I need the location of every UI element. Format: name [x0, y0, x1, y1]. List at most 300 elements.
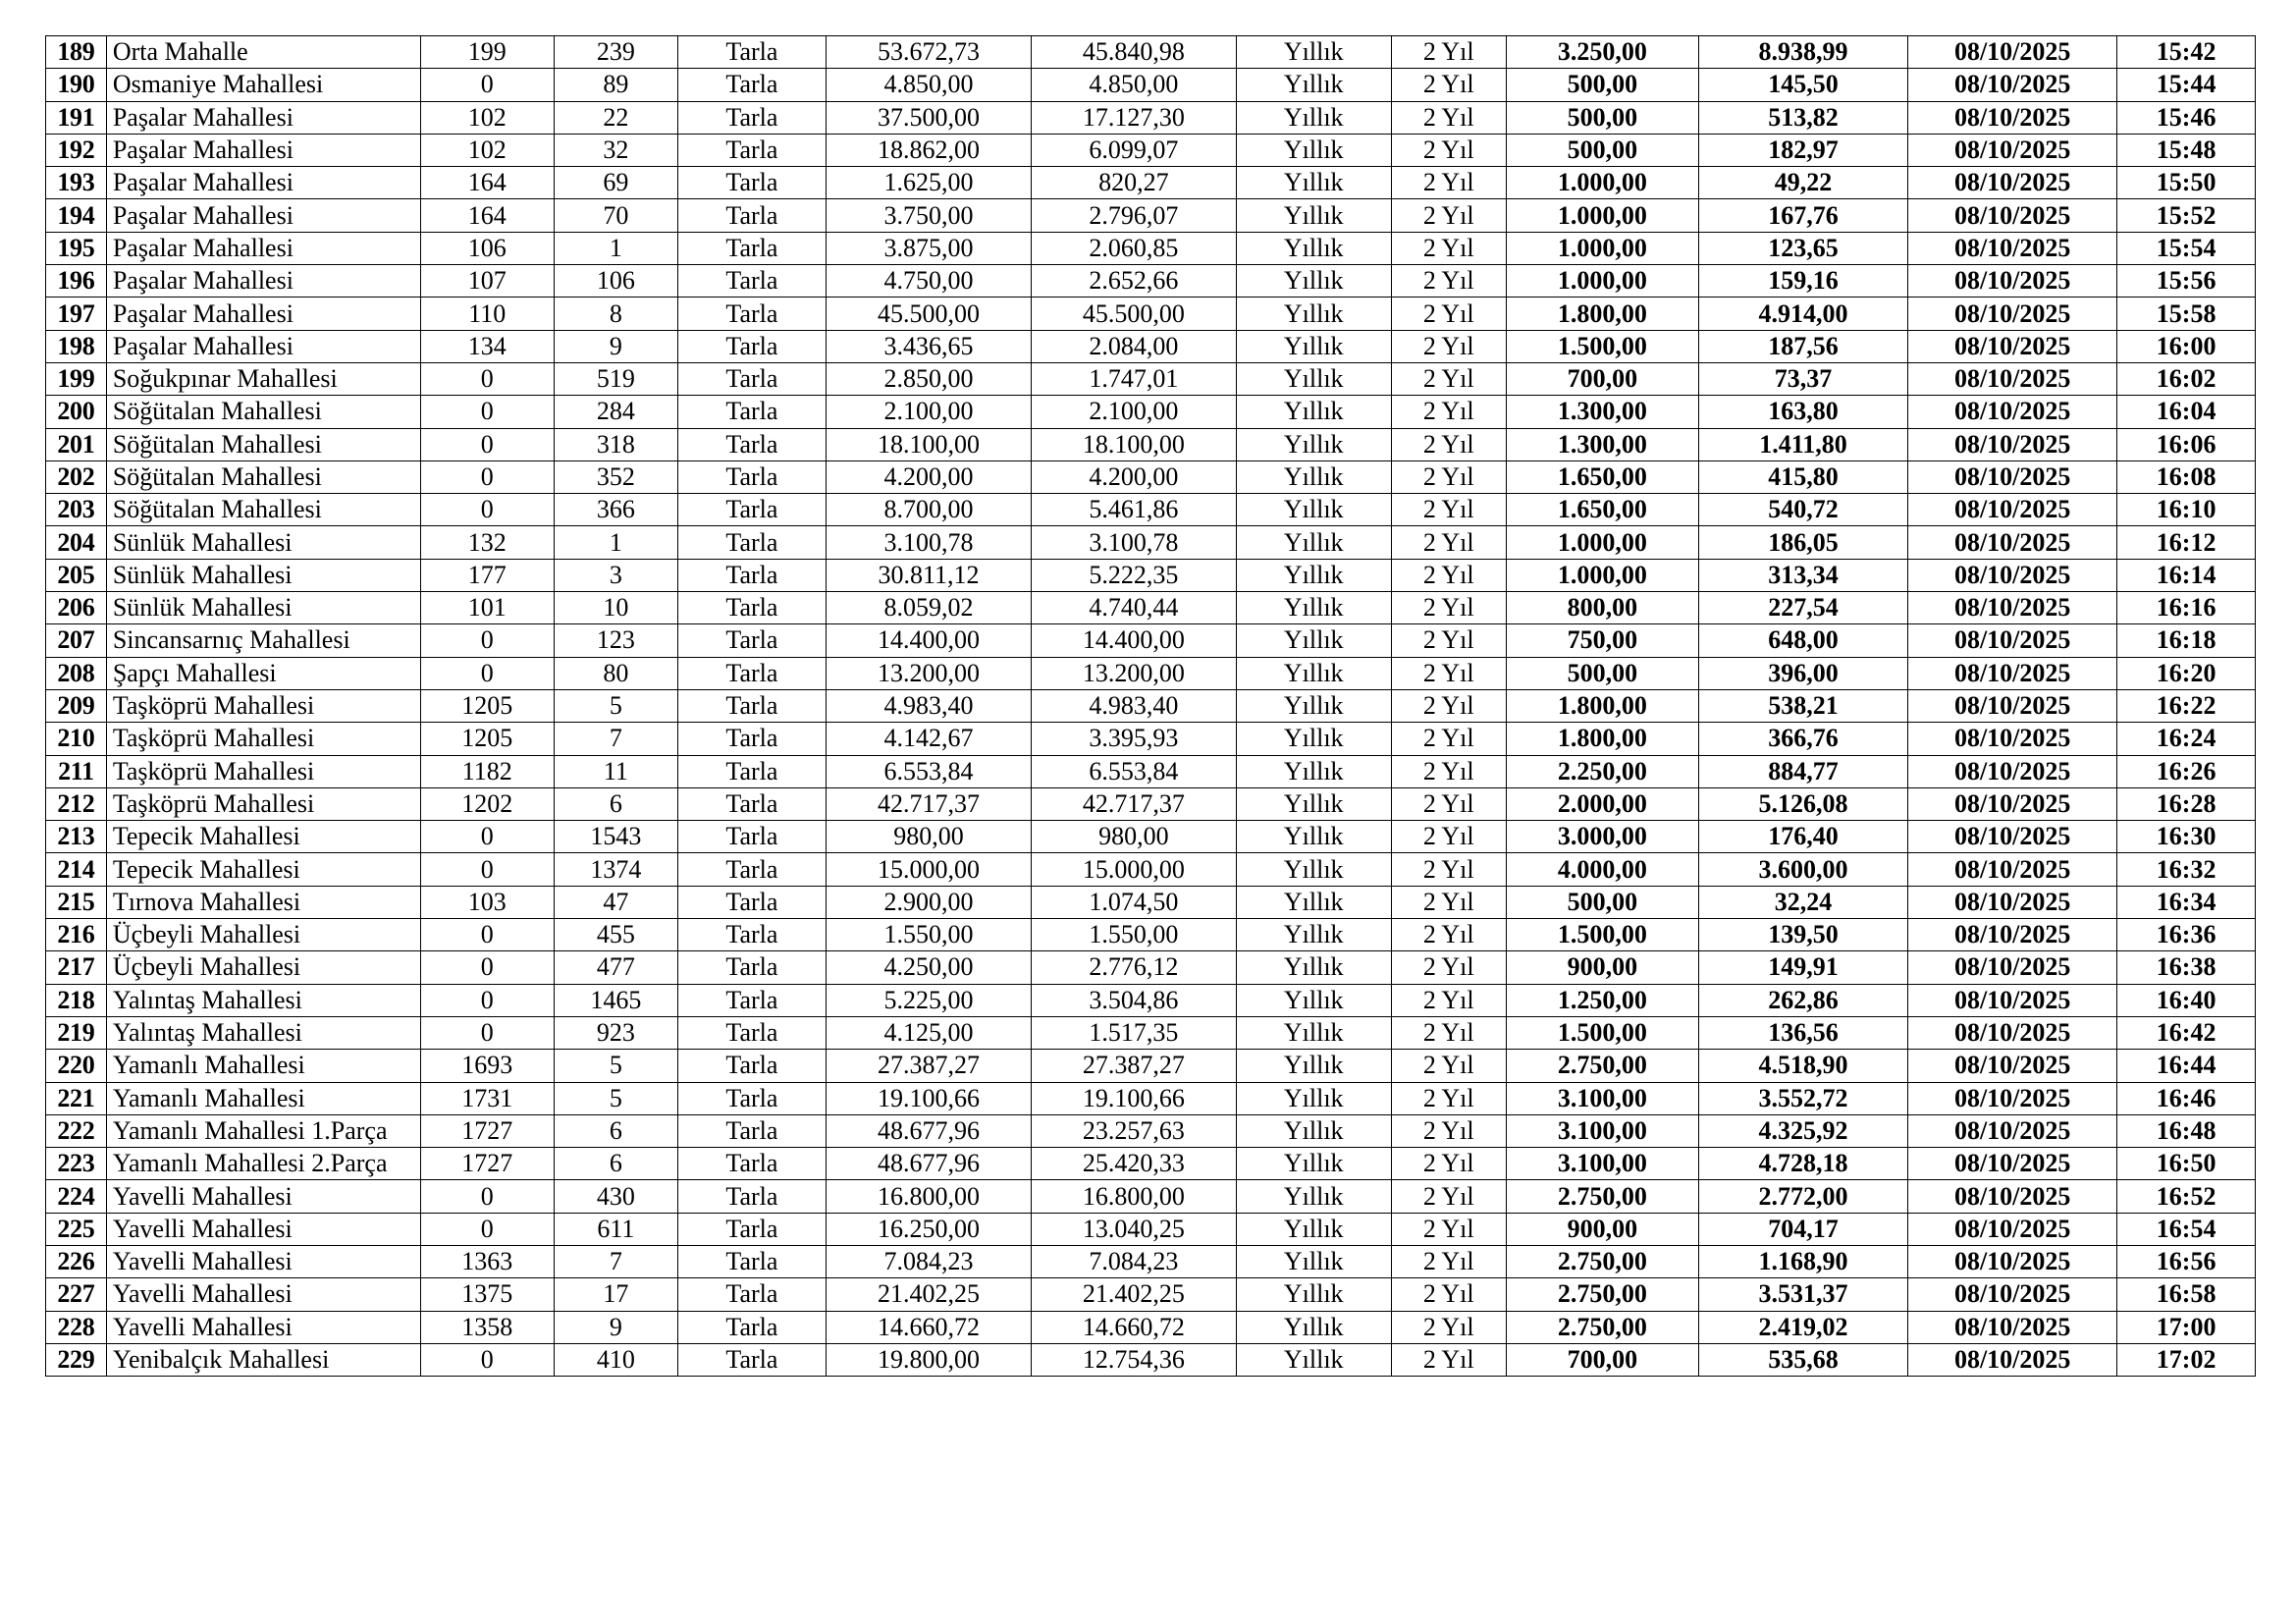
cell-vasfi: Tarla	[677, 657, 826, 689]
table-row	[46, 134, 2256, 166]
cell-sira-no: 224	[46, 1180, 107, 1213]
cell-kira-suresi: 2 Yıl	[1391, 396, 1506, 428]
table-row	[46, 1180, 2256, 1213]
cell-kira-suresi: 2 Yıl	[1391, 134, 1506, 166]
cell-gecici-teminat: 2.419,02	[1698, 1311, 1907, 1343]
cell-vasfi: Tarla	[677, 1213, 826, 1245]
cell-ada-no: 199	[420, 36, 554, 69]
cell-kira-donemi: Yıllık	[1236, 1343, 1391, 1376]
cell-ihale-saati: 16:38	[2117, 951, 2256, 984]
cell-kira-suresi: 2 Yıl	[1391, 101, 1506, 134]
cell-sira-no: 208	[46, 657, 107, 689]
cell-parsel-no: 89	[554, 69, 677, 101]
cell-yuzolcumu: 48.677,96	[827, 1114, 1032, 1147]
cell-ihale-saati: 16:36	[2117, 919, 2256, 951]
cell-ihale-saati: 16:26	[2117, 755, 2256, 787]
cell-kira-suresi: 2 Yıl	[1391, 1082, 1506, 1114]
cell-parsel-no: 11	[554, 755, 677, 787]
cell-sira-no: 228	[46, 1311, 107, 1343]
cell-sira-no: 204	[46, 526, 107, 559]
cell-muhammen-bedel: 1.650,00	[1506, 494, 1698, 526]
cell-ada-no: 1727	[420, 1114, 554, 1147]
cell-ada-no: 110	[420, 298, 554, 330]
cell-kira-donemi: Yıllık	[1236, 624, 1391, 657]
table-row	[46, 1311, 2256, 1343]
cell-sira-no: 195	[46, 232, 107, 264]
cell-kira-suresi: 2 Yıl	[1391, 984, 1506, 1016]
cell-parsel-no: 611	[554, 1213, 677, 1245]
cell-parsel-no: 9	[554, 330, 677, 362]
cell-kira-donemi: Yıllık	[1236, 1180, 1391, 1213]
cell-kiralanacak-alan: 15.000,00	[1031, 853, 1236, 886]
cell-yuzolcumu: 2.850,00	[827, 362, 1032, 395]
cell-kira-donemi: Yıllık	[1236, 428, 1391, 460]
cell-mahalle-adi: Orta Mahalle	[106, 36, 420, 69]
cell-kira-suresi: 2 Yıl	[1391, 494, 1506, 526]
cell-ihale-saati: 16:16	[2117, 592, 2256, 624]
table-row	[46, 1213, 2256, 1245]
cell-parsel-no: 1465	[554, 984, 677, 1016]
cell-gecici-teminat: 2.772,00	[1698, 1180, 1907, 1213]
cell-mahalle-adi: Tepecik Mahallesi	[106, 853, 420, 886]
cell-ihale-tarihi: 08/10/2025	[1908, 1016, 2117, 1049]
cell-yuzolcumu: 14.400,00	[827, 624, 1032, 657]
cell-kiralanacak-alan: 6.099,07	[1031, 134, 1236, 166]
cell-kira-donemi: Yıllık	[1236, 559, 1391, 591]
cell-ada-no: 0	[420, 1016, 554, 1049]
cell-kira-suresi: 2 Yıl	[1391, 460, 1506, 493]
cell-vasfi: Tarla	[677, 1245, 826, 1277]
cell-vasfi: Tarla	[677, 265, 826, 298]
cell-yuzolcumu: 4.142,67	[827, 723, 1032, 755]
table-row	[46, 657, 2256, 689]
table-row	[46, 396, 2256, 428]
cell-muhammen-bedel: 500,00	[1506, 69, 1698, 101]
cell-ihale-tarihi: 08/10/2025	[1908, 755, 2117, 787]
cell-kira-donemi: Yıllık	[1236, 821, 1391, 853]
cell-ada-no: 0	[420, 460, 554, 493]
cell-ihale-tarihi: 08/10/2025	[1908, 723, 2117, 755]
cell-muhammen-bedel: 700,00	[1506, 1343, 1698, 1376]
cell-parsel-no: 69	[554, 167, 677, 199]
cell-kira-suresi: 2 Yıl	[1391, 1114, 1506, 1147]
cell-yuzolcumu: 1.625,00	[827, 167, 1032, 199]
cell-mahalle-adi: Üçbeyli Mahallesi	[106, 919, 420, 951]
table-row	[46, 951, 2256, 984]
cell-ada-no: 1205	[420, 723, 554, 755]
cell-sira-no: 218	[46, 984, 107, 1016]
cell-ihale-saati: 17:00	[2117, 1311, 2256, 1343]
cell-gecici-teminat: 4.914,00	[1698, 298, 1907, 330]
cell-kira-donemi: Yıllık	[1236, 298, 1391, 330]
cell-muhammen-bedel: 1.000,00	[1506, 167, 1698, 199]
cell-parsel-no: 123	[554, 624, 677, 657]
cell-ihale-tarihi: 08/10/2025	[1908, 396, 2117, 428]
table-row	[46, 723, 2256, 755]
cell-gecici-teminat: 186,05	[1698, 526, 1907, 559]
cell-sira-no: 219	[46, 1016, 107, 1049]
cell-ihale-saati: 15:44	[2117, 69, 2256, 101]
cell-vasfi: Tarla	[677, 787, 826, 820]
cell-mahalle-adi: Yenibalçık Mahallesi	[106, 1343, 420, 1376]
cell-ihale-saati: 16:06	[2117, 428, 2256, 460]
table-row	[46, 886, 2256, 918]
table-row	[46, 69, 2256, 101]
cell-parsel-no: 455	[554, 919, 677, 951]
cell-yuzolcumu: 13.200,00	[827, 657, 1032, 689]
cell-kira-suresi: 2 Yıl	[1391, 886, 1506, 918]
cell-kiralanacak-alan: 14.660,72	[1031, 1311, 1236, 1343]
table-row	[46, 1278, 2256, 1311]
cell-kiralanacak-alan: 1.550,00	[1031, 919, 1236, 951]
cell-mahalle-adi: Yavelli Mahallesi	[106, 1180, 420, 1213]
cell-vasfi: Tarla	[677, 330, 826, 362]
cell-kiralanacak-alan: 14.400,00	[1031, 624, 1236, 657]
table-row	[46, 1245, 2256, 1277]
cell-gecici-teminat: 366,76	[1698, 723, 1907, 755]
cell-kiralanacak-alan: 1.074,50	[1031, 886, 1236, 918]
cell-kira-donemi: Yıllık	[1236, 265, 1391, 298]
cell-kira-donemi: Yıllık	[1236, 330, 1391, 362]
cell-ada-no: 132	[420, 526, 554, 559]
cell-muhammen-bedel: 2.000,00	[1506, 787, 1698, 820]
cell-parsel-no: 430	[554, 1180, 677, 1213]
cell-gecici-teminat: 1.168,90	[1698, 1245, 1907, 1277]
cell-yuzolcumu: 4.125,00	[827, 1016, 1032, 1049]
cell-parsel-no: 6	[554, 787, 677, 820]
cell-vasfi: Tarla	[677, 199, 826, 232]
cell-muhammen-bedel: 1.250,00	[1506, 984, 1698, 1016]
cell-kiralanacak-alan: 820,27	[1031, 167, 1236, 199]
table-row	[46, 821, 2256, 853]
cell-gecici-teminat: 187,56	[1698, 330, 1907, 362]
cell-vasfi: Tarla	[677, 526, 826, 559]
cell-sira-no: 211	[46, 755, 107, 787]
cell-parsel-no: 239	[554, 36, 677, 69]
cell-muhammen-bedel: 500,00	[1506, 134, 1698, 166]
table-row	[46, 1082, 2256, 1114]
cell-ihale-tarihi: 08/10/2025	[1908, 69, 2117, 101]
cell-kira-suresi: 2 Yıl	[1391, 689, 1506, 722]
cell-ada-no: 107	[420, 265, 554, 298]
cell-kira-suresi: 2 Yıl	[1391, 1343, 1506, 1376]
cell-muhammen-bedel: 3.000,00	[1506, 821, 1698, 853]
cell-vasfi: Tarla	[677, 1278, 826, 1311]
table-row	[46, 1148, 2256, 1180]
cell-kira-suresi: 2 Yıl	[1391, 330, 1506, 362]
cell-parsel-no: 6	[554, 1148, 677, 1180]
cell-gecici-teminat: 145,50	[1698, 69, 1907, 101]
cell-ihale-saati: 16:04	[2117, 396, 2256, 428]
table-row	[46, 1050, 2256, 1082]
cell-sira-no: 192	[46, 134, 107, 166]
cell-mahalle-adi: Sünlük Mahallesi	[106, 526, 420, 559]
cell-sira-no: 222	[46, 1114, 107, 1147]
cell-parsel-no: 17	[554, 1278, 677, 1311]
cell-sira-no: 225	[46, 1213, 107, 1245]
cell-ada-no: 0	[420, 919, 554, 951]
cell-vasfi: Tarla	[677, 36, 826, 69]
cell-ihale-saati: 16:34	[2117, 886, 2256, 918]
cell-gecici-teminat: 139,50	[1698, 919, 1907, 951]
cell-parsel-no: 284	[554, 396, 677, 428]
cell-ihale-saati: 16:48	[2117, 1114, 2256, 1147]
cell-parsel-no: 3	[554, 559, 677, 591]
cell-parsel-no: 22	[554, 101, 677, 134]
cell-gecici-teminat: 227,54	[1698, 592, 1907, 624]
cell-kira-donemi: Yıllık	[1236, 919, 1391, 951]
cell-kira-donemi: Yıllık	[1236, 101, 1391, 134]
cell-yuzolcumu: 4.200,00	[827, 460, 1032, 493]
cell-vasfi: Tarla	[677, 559, 826, 591]
table-row	[46, 298, 2256, 330]
cell-ihale-tarihi: 08/10/2025	[1908, 1311, 2117, 1343]
cell-mahalle-adi: Paşalar Mahallesi	[106, 330, 420, 362]
table-row	[46, 787, 2256, 820]
cell-mahalle-adi: Şapçı Mahallesi	[106, 657, 420, 689]
cell-mahalle-adi: Paşalar Mahallesi	[106, 167, 420, 199]
cell-ada-no: 0	[420, 984, 554, 1016]
cell-parsel-no: 477	[554, 951, 677, 984]
cell-ihale-tarihi: 08/10/2025	[1908, 199, 2117, 232]
cell-yuzolcumu: 3.875,00	[827, 232, 1032, 264]
cell-kira-suresi: 2 Yıl	[1391, 265, 1506, 298]
cell-parsel-no: 519	[554, 362, 677, 395]
cell-vasfi: Tarla	[677, 396, 826, 428]
cell-kiralanacak-alan: 6.553,84	[1031, 755, 1236, 787]
cell-ada-no: 101	[420, 592, 554, 624]
cell-kiralanacak-alan: 1.747,01	[1031, 362, 1236, 395]
table-row	[46, 494, 2256, 526]
cell-ihale-saati: 16:58	[2117, 1278, 2256, 1311]
cell-kiralanacak-alan: 25.420,33	[1031, 1148, 1236, 1180]
cell-gecici-teminat: 182,97	[1698, 134, 1907, 166]
cell-vasfi: Tarla	[677, 624, 826, 657]
cell-mahalle-adi: Sünlük Mahallesi	[106, 559, 420, 591]
cell-kira-donemi: Yıllık	[1236, 951, 1391, 984]
cell-kiralanacak-alan: 16.800,00	[1031, 1180, 1236, 1213]
cell-ihale-saati: 16:28	[2117, 787, 2256, 820]
cell-ada-no: 102	[420, 101, 554, 134]
cell-parsel-no: 9	[554, 1311, 677, 1343]
cell-kiralanacak-alan: 7.084,23	[1031, 1245, 1236, 1277]
cell-ihale-tarihi: 08/10/2025	[1908, 1245, 2117, 1277]
cell-parsel-no: 32	[554, 134, 677, 166]
cell-gecici-teminat: 4.325,92	[1698, 1114, 1907, 1147]
cell-vasfi: Tarla	[677, 1050, 826, 1082]
cell-yuzolcumu: 53.672,73	[827, 36, 1032, 69]
cell-muhammen-bedel: 1.500,00	[1506, 919, 1698, 951]
cell-mahalle-adi: Yamanlı Mahallesi	[106, 1082, 420, 1114]
cell-ada-no: 0	[420, 494, 554, 526]
cell-parsel-no: 1	[554, 232, 677, 264]
cell-kiralanacak-alan: 18.100,00	[1031, 428, 1236, 460]
cell-yuzolcumu: 980,00	[827, 821, 1032, 853]
cell-ada-no: 0	[420, 1180, 554, 1213]
cell-mahalle-adi: Paşalar Mahallesi	[106, 134, 420, 166]
cell-kira-suresi: 2 Yıl	[1391, 853, 1506, 886]
cell-kira-donemi: Yıllık	[1236, 1050, 1391, 1082]
cell-kira-donemi: Yıllık	[1236, 755, 1391, 787]
cell-ada-no: 0	[420, 396, 554, 428]
cell-kira-donemi: Yıllık	[1236, 362, 1391, 395]
cell-muhammen-bedel: 3.250,00	[1506, 36, 1698, 69]
cell-sira-no: 197	[46, 298, 107, 330]
cell-muhammen-bedel: 500,00	[1506, 657, 1698, 689]
cell-sira-no: 189	[46, 36, 107, 69]
cell-gecici-teminat: 136,56	[1698, 1016, 1907, 1049]
cell-ihale-tarihi: 08/10/2025	[1908, 559, 2117, 591]
cell-kiralanacak-alan: 42.717,37	[1031, 787, 1236, 820]
cell-kiralanacak-alan: 4.740,44	[1031, 592, 1236, 624]
cell-gecici-teminat: 32,24	[1698, 886, 1907, 918]
cell-ada-no: 106	[420, 232, 554, 264]
cell-ihale-tarihi: 08/10/2025	[1908, 36, 2117, 69]
cell-parsel-no: 6	[554, 1114, 677, 1147]
cell-gecici-teminat: 123,65	[1698, 232, 1907, 264]
cell-kira-donemi: Yıllık	[1236, 134, 1391, 166]
cell-ihale-tarihi: 08/10/2025	[1908, 1114, 2117, 1147]
cell-vasfi: Tarla	[677, 919, 826, 951]
cell-ihale-tarihi: 08/10/2025	[1908, 134, 2117, 166]
cell-kira-suresi: 2 Yıl	[1391, 1278, 1506, 1311]
cell-ihale-tarihi: 08/10/2025	[1908, 428, 2117, 460]
cell-gecici-teminat: 159,16	[1698, 265, 1907, 298]
cell-ada-no: 0	[420, 853, 554, 886]
cell-yuzolcumu: 4.750,00	[827, 265, 1032, 298]
cell-ihale-saati: 15:56	[2117, 265, 2256, 298]
cell-parsel-no: 5	[554, 1050, 677, 1082]
table-row	[46, 1343, 2256, 1376]
cell-ada-no: 164	[420, 167, 554, 199]
table-row	[46, 689, 2256, 722]
cell-ada-no: 1727	[420, 1148, 554, 1180]
cell-muhammen-bedel: 500,00	[1506, 101, 1698, 134]
cell-vasfi: Tarla	[677, 1016, 826, 1049]
table-row	[46, 460, 2256, 493]
cell-ihale-tarihi: 08/10/2025	[1908, 689, 2117, 722]
cell-mahalle-adi: Sincansarnıç Mahallesi	[106, 624, 420, 657]
cell-gecici-teminat: 535,68	[1698, 1343, 1907, 1376]
cell-sira-no: 220	[46, 1050, 107, 1082]
cell-muhammen-bedel: 700,00	[1506, 362, 1698, 395]
cell-sira-no: 207	[46, 624, 107, 657]
cell-yuzolcumu: 3.436,65	[827, 330, 1032, 362]
table-container	[45, 35, 2256, 1377]
cell-ihale-tarihi: 08/10/2025	[1908, 787, 2117, 820]
cell-muhammen-bedel: 3.100,00	[1506, 1148, 1698, 1180]
cell-kiralanacak-alan: 45.500,00	[1031, 298, 1236, 330]
cell-gecici-teminat: 3.552,72	[1698, 1082, 1907, 1114]
cell-kira-donemi: Yıllık	[1236, 1148, 1391, 1180]
cell-kira-suresi: 2 Yıl	[1391, 36, 1506, 69]
cell-ada-no: 0	[420, 1213, 554, 1245]
cell-sira-no: 215	[46, 886, 107, 918]
cell-gecici-teminat: 73,37	[1698, 362, 1907, 395]
cell-kiralanacak-alan: 13.200,00	[1031, 657, 1236, 689]
cell-kiralanacak-alan: 3.504,86	[1031, 984, 1236, 1016]
cell-mahalle-adi: Paşalar Mahallesi	[106, 298, 420, 330]
table-row	[46, 36, 2256, 69]
cell-ihale-saati: 16:50	[2117, 1148, 2256, 1180]
cell-kira-suresi: 2 Yıl	[1391, 526, 1506, 559]
cell-ihale-saati: 16:12	[2117, 526, 2256, 559]
table-row	[46, 330, 2256, 362]
cell-vasfi: Tarla	[677, 232, 826, 264]
cell-kira-suresi: 2 Yıl	[1391, 1311, 1506, 1343]
cell-ihale-tarihi: 08/10/2025	[1908, 494, 2117, 526]
cell-mahalle-adi: Paşalar Mahallesi	[106, 265, 420, 298]
cell-kira-donemi: Yıllık	[1236, 689, 1391, 722]
cell-vasfi: Tarla	[677, 428, 826, 460]
cell-yuzolcumu: 2.900,00	[827, 886, 1032, 918]
cell-ada-no: 0	[420, 362, 554, 395]
cell-yuzolcumu: 48.677,96	[827, 1148, 1032, 1180]
cell-ada-no: 0	[420, 1343, 554, 1376]
cell-ihale-tarihi: 08/10/2025	[1908, 657, 2117, 689]
cell-muhammen-bedel: 4.000,00	[1506, 853, 1698, 886]
cell-sira-no: 213	[46, 821, 107, 853]
table-row	[46, 1114, 2256, 1147]
table-row	[46, 362, 2256, 395]
cell-kiralanacak-alan: 5.461,86	[1031, 494, 1236, 526]
cell-vasfi: Tarla	[677, 689, 826, 722]
cell-kira-suresi: 2 Yıl	[1391, 167, 1506, 199]
cell-sira-no: 198	[46, 330, 107, 362]
cell-kira-suresi: 2 Yıl	[1391, 755, 1506, 787]
cell-kira-suresi: 2 Yıl	[1391, 723, 1506, 755]
cell-kira-donemi: Yıllık	[1236, 460, 1391, 493]
cell-yuzolcumu: 18.862,00	[827, 134, 1032, 166]
cell-ihale-saati: 16:10	[2117, 494, 2256, 526]
cell-vasfi: Tarla	[677, 723, 826, 755]
cell-muhammen-bedel: 2.750,00	[1506, 1245, 1698, 1277]
table-row	[46, 559, 2256, 591]
cell-vasfi: Tarla	[677, 1082, 826, 1114]
cell-muhammen-bedel: 1.000,00	[1506, 265, 1698, 298]
cell-ada-no: 0	[420, 821, 554, 853]
cell-muhammen-bedel: 2.250,00	[1506, 755, 1698, 787]
cell-kira-suresi: 2 Yıl	[1391, 1050, 1506, 1082]
cell-ada-no: 0	[420, 624, 554, 657]
cell-kira-donemi: Yıllık	[1236, 167, 1391, 199]
cell-kira-donemi: Yıllık	[1236, 1278, 1391, 1311]
cell-vasfi: Tarla	[677, 1311, 826, 1343]
cell-mahalle-adi: Söğütalan Mahallesi	[106, 428, 420, 460]
cell-kira-donemi: Yıllık	[1236, 494, 1391, 526]
cell-parsel-no: 1543	[554, 821, 677, 853]
cell-kira-suresi: 2 Yıl	[1391, 559, 1506, 591]
cell-muhammen-bedel: 750,00	[1506, 624, 1698, 657]
cell-muhammen-bedel: 800,00	[1506, 592, 1698, 624]
cell-gecici-teminat: 415,80	[1698, 460, 1907, 493]
cell-ihale-tarihi: 08/10/2025	[1908, 1213, 2117, 1245]
cell-sira-no: 205	[46, 559, 107, 591]
cell-sira-no: 203	[46, 494, 107, 526]
cell-kira-donemi: Yıllık	[1236, 526, 1391, 559]
cell-parsel-no: 352	[554, 460, 677, 493]
cell-ada-no: 134	[420, 330, 554, 362]
cell-gecici-teminat: 1.411,80	[1698, 428, 1907, 460]
cell-ihale-tarihi: 08/10/2025	[1908, 919, 2117, 951]
cell-yuzolcumu: 3.750,00	[827, 199, 1032, 232]
cell-yuzolcumu: 2.100,00	[827, 396, 1032, 428]
cell-mahalle-adi: Taşköprü Mahallesi	[106, 689, 420, 722]
cell-kira-donemi: Yıllık	[1236, 853, 1391, 886]
cell-sira-no: 196	[46, 265, 107, 298]
cell-ada-no: 1205	[420, 689, 554, 722]
cell-ihale-tarihi: 08/10/2025	[1908, 298, 2117, 330]
